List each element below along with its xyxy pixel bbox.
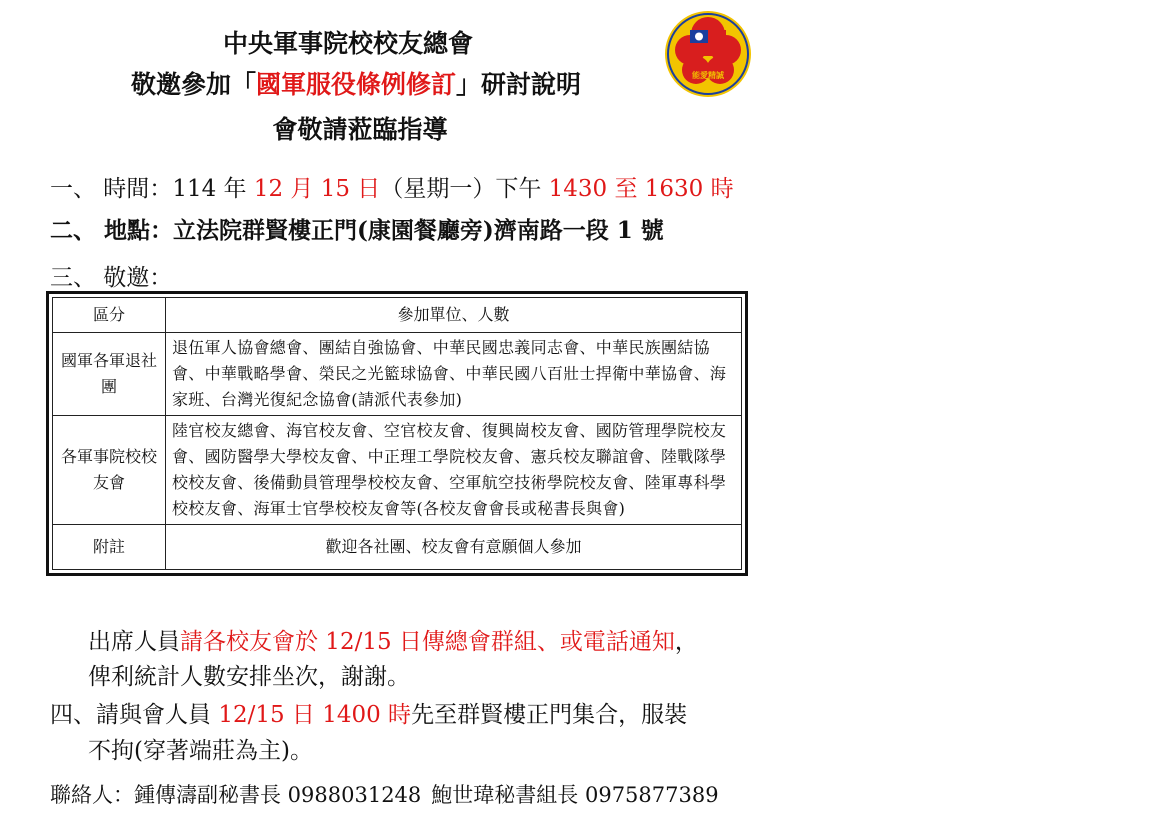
attendance-line-1 <box>88 623 698 656</box>
place-line <box>50 212 664 245</box>
time-label: 一、 時間： <box>50 176 173 202</box>
table-row <box>53 333 742 416</box>
contact-person-1: 鍾傳濤副秘書長 0988031248 <box>134 783 422 807</box>
contact-label: 聯絡人： <box>50 783 134 807</box>
invitees-table <box>46 291 748 576</box>
association-logo-icon <box>662 10 754 98</box>
attendance-highlight: 請各校友會於 12/15 日傳總會群組、或電話通知 <box>180 629 675 655</box>
contact-line <box>50 779 719 809</box>
assembly-line-2: 不拘(穿著端莊為主)。 <box>88 738 313 764</box>
title-highlight: 國軍服役條例修訂 <box>255 70 456 99</box>
row-category: 各軍事院校校友會 <box>53 416 166 525</box>
assembly-line-1 <box>50 696 687 729</box>
time-weekday: （星期一）下午 <box>380 176 549 202</box>
time-range: 1430 至 1630 時 <box>548 176 734 202</box>
table-header-category: 區分 <box>53 298 166 333</box>
row-category: 國軍各軍退社團 <box>53 333 166 416</box>
row-units: 歡迎各社團、校友會有意願個人參加 <box>166 525 742 570</box>
row-units: 退伍軍人協會總會、團結自強協會、中華民國忠義同志會、中華民族團結協會、中華戰略學會、榮民之光籃球協會、中華民國八百壯士捍衛中華協會、海家班、台灣光復紀念協會(請派代表參加) <box>166 333 742 416</box>
attendance-line-2: 俾利統計人數安排坐次，謝謝。 <box>88 664 410 690</box>
attendance-post: ， <box>674 629 698 655</box>
title-line-1: 中央軍事院校校友總會 <box>222 29 473 58</box>
invite-label: 三、 敬邀： <box>50 265 173 291</box>
table-row <box>53 525 742 570</box>
assembly-post: 先至群賢樓正門集合，服裝 <box>411 702 688 728</box>
assembly-highlight: 12/15 日 1400 時 <box>218 702 412 728</box>
assembly-pre: 四、請與會人員 <box>50 702 219 728</box>
place-value: 立法院群賢樓正門(康園餐廳旁)濟南路一段 1 號 <box>173 217 664 244</box>
table-header-units: 參加單位、人數 <box>166 298 742 333</box>
logo-text: 能愛精誠 <box>692 71 724 80</box>
time-line <box>50 170 734 203</box>
title-suffix: 」研討說明 <box>456 70 582 99</box>
time-year: 114 年 <box>172 176 254 202</box>
title-prefix: 敬邀參加「 <box>130 70 256 99</box>
row-category: 附註 <box>53 525 166 570</box>
title-line-2 <box>6 65 706 101</box>
table-row <box>53 416 742 525</box>
row-units: 陸官校友總會、海官校友會、空官校友會、復興崗校友會、國防管理學院校友會、國防醫學大學校友會、中正理工學院校友會、憲兵校友聯誼會、陸戰隊學校校友會、後備動員管理學校校友會、空軍航空技術學院校友會、陸軍專科學校校友會、海軍士官學校校友會等(各校友會會長或秘書長與會) <box>166 416 742 525</box>
attendance-pre: 出席人員 <box>88 629 180 655</box>
title-line-3: 會敬請蒞臨指導 <box>272 115 448 144</box>
place-label: 二、 地點： <box>50 217 174 244</box>
time-date: 12 月 15 日 <box>253 176 381 202</box>
contact-person-2: 鮑世瑋秘書組長 0975877389 <box>431 783 719 807</box>
